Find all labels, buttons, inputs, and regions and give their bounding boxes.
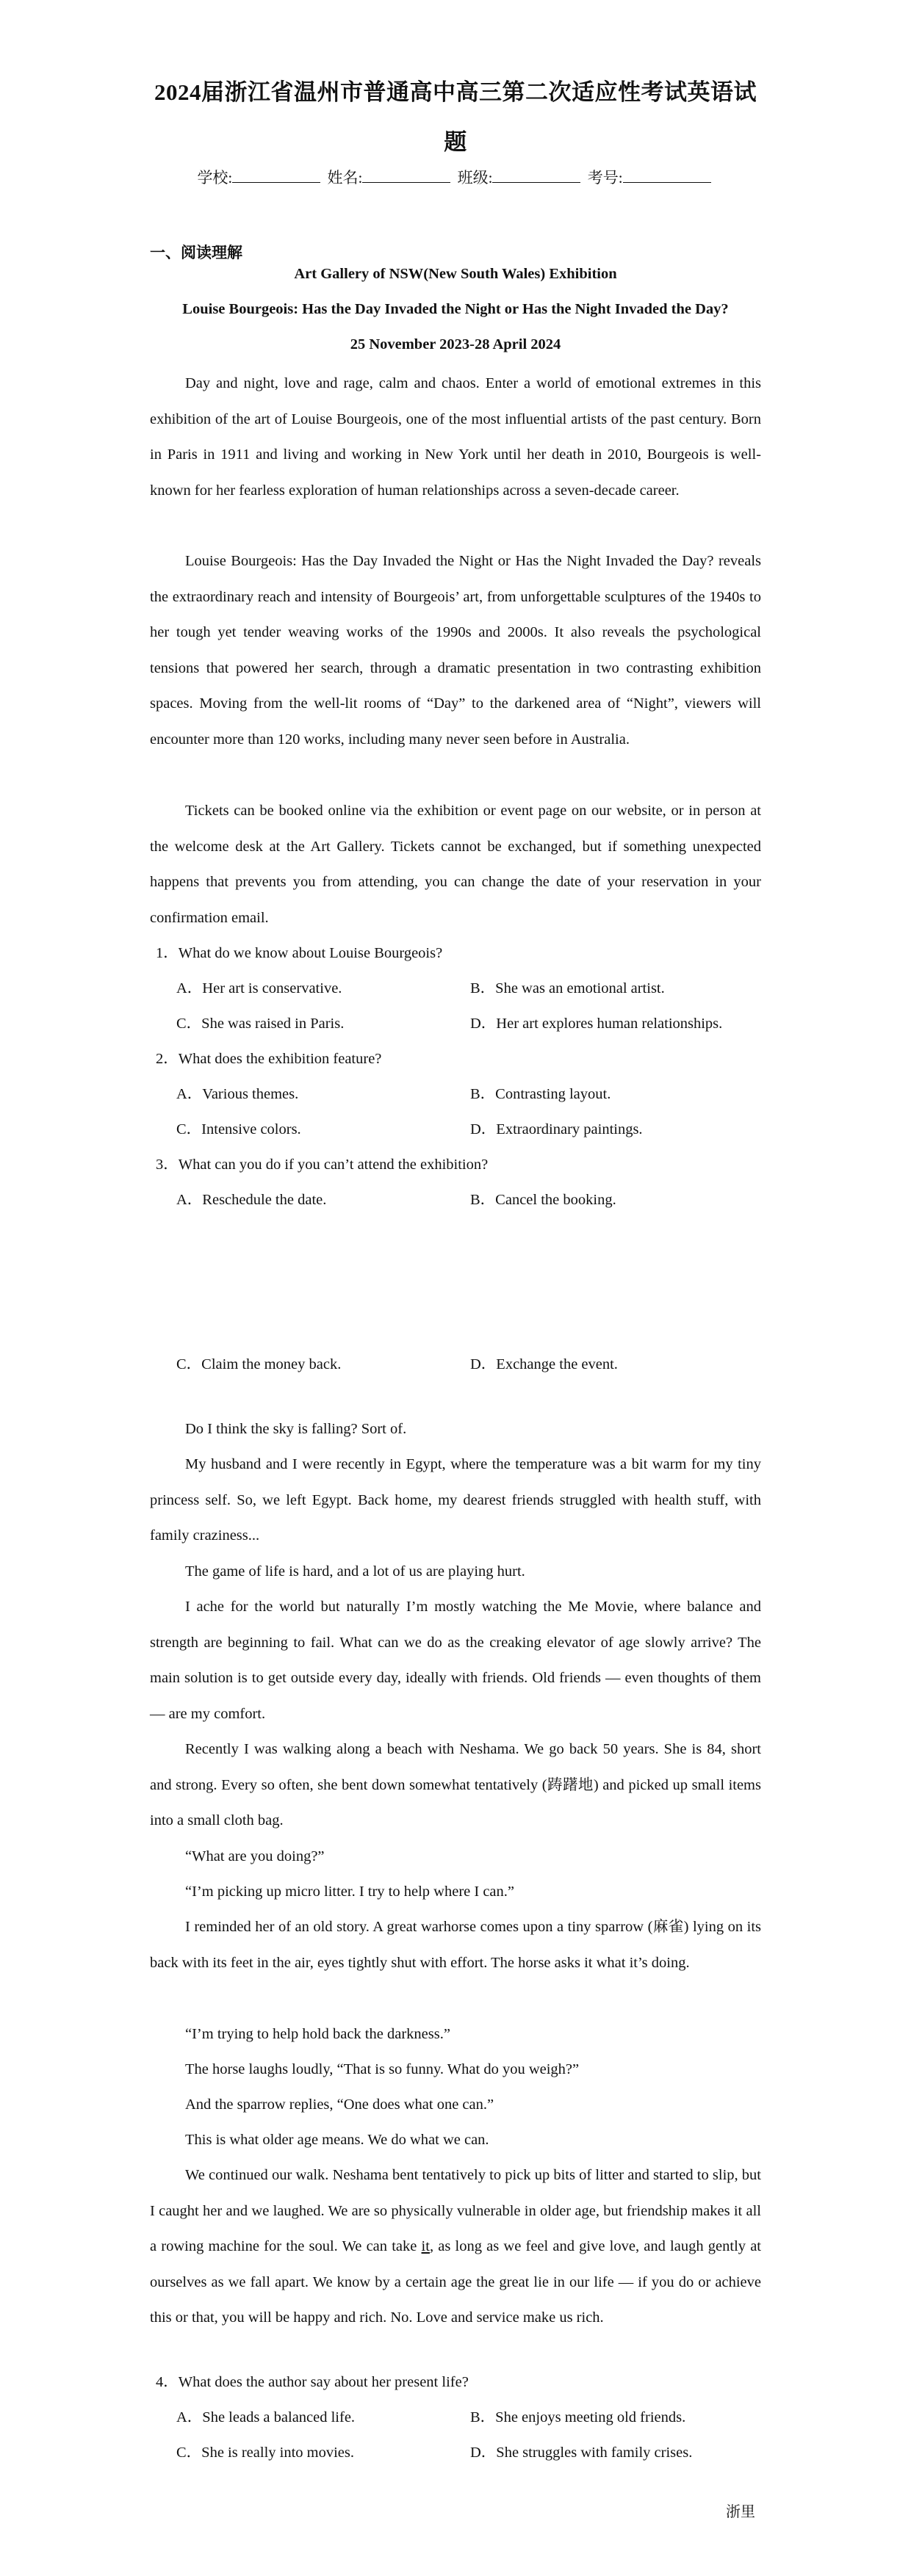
q2-option-a[interactable]: A．Various themes. — [176, 1086, 299, 1102]
exam-title-line1: 2024届浙江省温州市普通高中高三第二次适应性考试英语试 — [154, 79, 757, 105]
q2-option-c[interactable]: C．Intensive colors. — [176, 1121, 301, 1137]
class-blank[interactable] — [492, 169, 580, 183]
q4-option-c[interactable]: C．She is really into movies. — [176, 2445, 354, 2461]
footer-mark: 浙里 — [726, 2504, 755, 2520]
passage-b-paragraph-9: “I’m trying to help hold back the darkness.” — [185, 2026, 450, 2042]
passage-b-paragraph-13 — [150, 2157, 761, 2336]
question-4: 4．What does the author say about her present life? — [156, 2374, 469, 2390]
passage-a-heading-2: Louise Bourgeois: Has the Day Invaded the Night or Has the Night Invaded the Day? — [182, 301, 729, 317]
q2-option-b[interactable]: B．Contrasting layout. — [470, 1086, 611, 1102]
q4-option-b[interactable]: B．She enjoys meeting old friends. — [470, 2409, 686, 2425]
p13-text-b: , as long as we feel and give love, and laugh gently at ourselves as we fall apart. We know by a certain age the great lie in our life — if you do or achieve this or that, you will be happy and rich. No. Love and service make us rich. — [150, 2238, 761, 2326]
underlined-it: it — [421, 2238, 430, 2254]
passage-a-heading-3: 25 November 2023-28 April 2024 — [350, 336, 561, 352]
q3-option-d[interactable]: D．Exchange the event. — [470, 1356, 618, 1372]
q3-option-c[interactable]: C．Claim the money back. — [176, 1356, 342, 1372]
passage-b-paragraph-2: My husband and I were recently in Egypt, where the temperature was a bit warm for my tiny princess self. So, we left Egypt. Back home, my dearest friends struggled with health stuff, with family craziness... — [150, 1456, 761, 1544]
q1-option-d[interactable]: D．Her art explores human relationships. — [470, 1016, 723, 1032]
passage-b-paragraph-8: I reminded her of an old story. A great warhorse comes upon a tiny sparrow (麻雀) lying on its back with its feet in the air, eyes tightly shut with effort. The horse asks it what it’s doing. — [150, 1919, 761, 1971]
passage-b-paragraph-11: And the sparrow replies, “One does what one can.” — [185, 2096, 494, 2113]
exam-no-label: 考号: — [587, 169, 623, 187]
exam-no-blank[interactable] — [623, 169, 711, 183]
q3-option-b[interactable]: B．Cancel the booking. — [470, 1192, 616, 1208]
q1-option-a[interactable]: A．Her art is conservative. — [176, 980, 342, 996]
name-label: 姓名: — [327, 169, 363, 187]
section-heading: 一、阅读理解 — [150, 244, 242, 261]
q1-option-b[interactable]: B．She was an emotional artist. — [470, 980, 665, 996]
question-1: 1．What do we know about Louise Bourgeois? — [156, 945, 443, 961]
school-blank[interactable] — [232, 169, 320, 183]
student-info-row — [0, 166, 911, 188]
q1-option-c[interactable]: C．She was raised in Paris. — [176, 1016, 345, 1032]
class-label: 班级: — [457, 169, 493, 187]
passage-b-paragraph-1: Do I think the sky is falling? Sort of. — [185, 1421, 407, 1437]
passage-a-paragraph-2: Louise Bourgeois: Has the Day Invaded the Night or Has the Night Invaded the Day? reveals the extraordinary reach and intensity of Bourgeois’ art, from unforgettable sculptures of the 1940s to her tough yet tender weaving works of the 1990s and 2000s. It also reveals the psychological tensions that powered her search, through a dramatic presentation in two contrasting exhibition spaces. Moving from the well-lit rooms of “Day” to the darkened area of “Night”, viewers will encounter more than 120 works, including many never seen before in Australia. — [150, 553, 761, 748]
q4-option-d[interactable]: D．She struggles with family crises. — [470, 2445, 693, 2461]
p13-text-a: We continued our walk. Neshama bent tentatively to pick up bits of litter and started to slip, but I caught her and we laughed. We are so physically vulnerable in older age, but friendship makes it all a rowing machine for the soul. We can take — [150, 2167, 761, 2254]
question-2: 2．What does the exhibition feature? — [156, 1051, 382, 1067]
passage-a-heading-1: Art Gallery of NSW(New South Wales) Exhibition — [294, 266, 617, 282]
passage-a-paragraph-1: Day and night, love and rage, calm and chaos. Enter a world of emotional extremes in this exhibition of the art of Louise Bourgeois, one of the most influential artists of the past century. Born in Paris in 1911 and living and working in New York until her death in 2010, Bourgeois is well-known for her fearless exploration of human relationships across a seven-decade career. — [150, 375, 761, 499]
passage-a-paragraph-3: Tickets can be booked online via the exhibition or event page on our website, or in person at the welcome desk at the Art Gallery. Tickets cannot be exchanged, but if something unexpected happens that prevents you from attending, you can change the date of your reservation in your confirmation email. — [150, 803, 761, 926]
passage-b-paragraph-7: “I’m picking up micro litter. I try to help where I can.” — [185, 1884, 514, 1900]
q2-option-d[interactable]: D．Extraordinary paintings. — [470, 1121, 643, 1137]
question-3: 3．What can you do if you can’t attend the exhibition? — [156, 1157, 489, 1173]
passage-b-paragraph-12: This is what older age means. We do what we can. — [185, 2132, 489, 2148]
passage-b-paragraph-3: The game of life is hard, and a lot of us are playing hurt. — [185, 1563, 525, 1580]
passage-b-paragraph-10: The horse laughs loudly, “That is so funny. What do you weigh?” — [185, 2061, 580, 2077]
q4-option-a[interactable]: A．She leads a balanced life. — [176, 2409, 356, 2425]
q3-option-a[interactable]: A．Reschedule the date. — [176, 1192, 327, 1208]
name-blank[interactable] — [362, 169, 450, 183]
exam-title-line2: 题 — [444, 129, 467, 155]
passage-b-paragraph-4: I ache for the world but naturally I’m mostly watching the Me Movie, where balance and strength are beginning to fail. What can we do as the creaking elevator of age slowly arrive? The main solution is to get outside every day, ideally with friends. Old friends — even thoughts of them — are my comfort. — [150, 1599, 761, 1722]
passage-b-paragraph-5: Recently I was walking along a beach with Neshama. We go back 50 years. She is 84, short and strong. Every so often, she bent down somewhat tentatively (踌躇地) and picked up small items into a small cloth bag. — [150, 1741, 761, 1828]
passage-b-paragraph-6: “What are you doing?” — [185, 1848, 325, 1864]
school-label: 学校: — [197, 169, 233, 187]
